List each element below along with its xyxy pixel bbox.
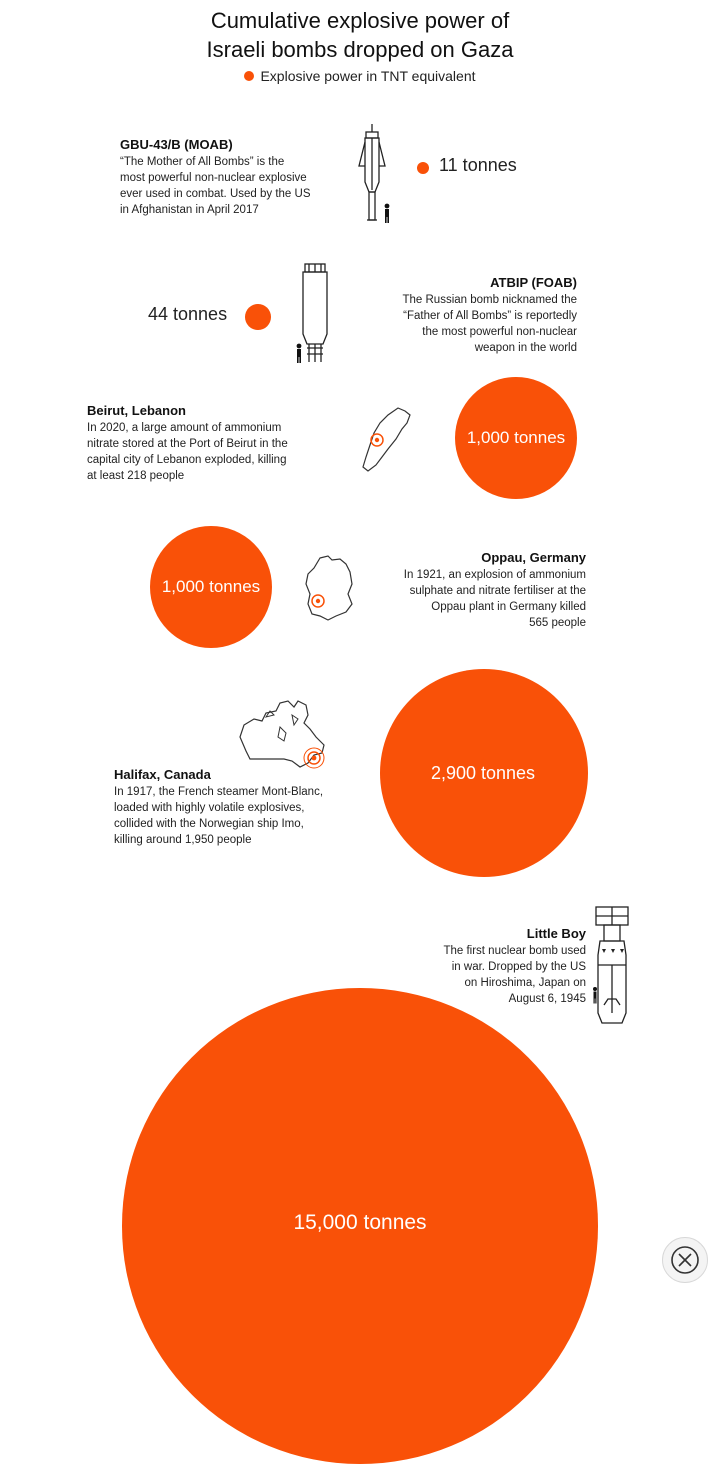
- moab-desc-line: most powerful non-nuclear explosive: [120, 172, 307, 184]
- beirut-name: Beirut, Lebanon: [87, 403, 186, 418]
- foab-value-label: 44 tonnes: [148, 304, 228, 324]
- close-icon: [663, 1238, 707, 1282]
- halifax-desc-line: loaded with highly volatile explosives,: [114, 802, 305, 814]
- little-boy-desc-line: in war. Dropped by the US: [451, 961, 586, 973]
- little-boy-desc-line: August 6, 1945: [508, 993, 586, 1005]
- moab-bomb-icon: [352, 122, 398, 226]
- foab-desc-line: “Father of All Bombs” is reportedly: [403, 310, 577, 322]
- beirut-desc-line: In 2020, a large amount of ammonium: [87, 422, 282, 434]
- chart-title-line1: Cumulative explosive power of: [210, 8, 510, 33]
- foab-name: ATBIP (FOAB): [490, 275, 577, 290]
- oppau-desc-line: In 1921, an explosion of ammonium: [403, 569, 586, 581]
- beirut-desc-line: nitrate stored at the Port of Beirut in the: [87, 438, 288, 450]
- halifax-desc-line: collided with the Norwegian ship Imo,: [114, 818, 304, 830]
- foab-desc-line: weapon in the world: [474, 342, 577, 354]
- chart-title-line2: Israeli bombs dropped on Gaza: [206, 37, 514, 62]
- foab-bomb-icon: [293, 262, 339, 366]
- lebanon-map-icon: [358, 405, 414, 475]
- little-boy-name: Little Boy: [526, 926, 586, 941]
- foab-text-block: [330, 275, 577, 356]
- oppau-desc-line: sulphate and nitrate fertiliser at the: [409, 585, 586, 597]
- beirut-value-label: 1,000 tonnes: [466, 428, 566, 447]
- halifax-desc-line: In 1917, the French steamer Mont-Blanc,: [114, 786, 324, 798]
- halifax-name: Halifax, Canada: [114, 767, 211, 782]
- moab-desc-line: in Afghanistan in April 2017: [120, 204, 259, 216]
- legend-label: Explosive power in TNT equivalent: [260, 68, 476, 84]
- little-boy-bomb-icon: [592, 905, 632, 1029]
- little-boy-desc-line: on Hiroshima, Japan on: [464, 977, 586, 989]
- beirut-text-block: [87, 403, 288, 484]
- oppau-desc-line: 565 people: [529, 617, 586, 629]
- little-boy-desc-line: The first nuclear bomb used: [443, 945, 586, 957]
- foab-circle: [245, 304, 271, 330]
- foab-desc-line: the most powerful non-nuclear: [422, 326, 577, 338]
- moab-desc-line: ever used in combat. Used by the US: [120, 188, 311, 200]
- legend: [0, 68, 720, 84]
- moab-desc-line: “The Mother of All Bombs” is the: [120, 156, 285, 168]
- oppau-name: Oppau, Germany: [481, 550, 586, 565]
- moab-circle: [417, 162, 430, 175]
- little-boy-value-label: 15,000 tonnes: [293, 1211, 427, 1234]
- oppau-text-block: [330, 550, 586, 631]
- halifax-desc-line: killing around 1,950 people: [114, 834, 252, 846]
- canada-map-icon: [236, 697, 332, 775]
- beirut-desc-line: capital city of Lebanon exploded, killing: [87, 454, 287, 466]
- oppau-value-label: 1,000 tonnes: [161, 577, 261, 596]
- close-button[interactable]: [662, 1237, 708, 1283]
- moab-text-block: [120, 137, 311, 218]
- halifax-text-block: [114, 767, 323, 848]
- legend-dot: [244, 71, 254, 81]
- moab-value-label: 11 tonnes: [439, 155, 517, 175]
- moab-name: GBU-43/B (MOAB): [120, 137, 233, 152]
- chart-title: [0, 6, 720, 64]
- oppau-desc-line: Oppau plant in Germany killed: [431, 601, 586, 613]
- beirut-desc-line: at least 218 people: [87, 470, 185, 482]
- foab-desc-line: The Russian bomb nicknamed the: [402, 294, 577, 306]
- halifax-value-label: 2,900 tonnes: [430, 763, 536, 783]
